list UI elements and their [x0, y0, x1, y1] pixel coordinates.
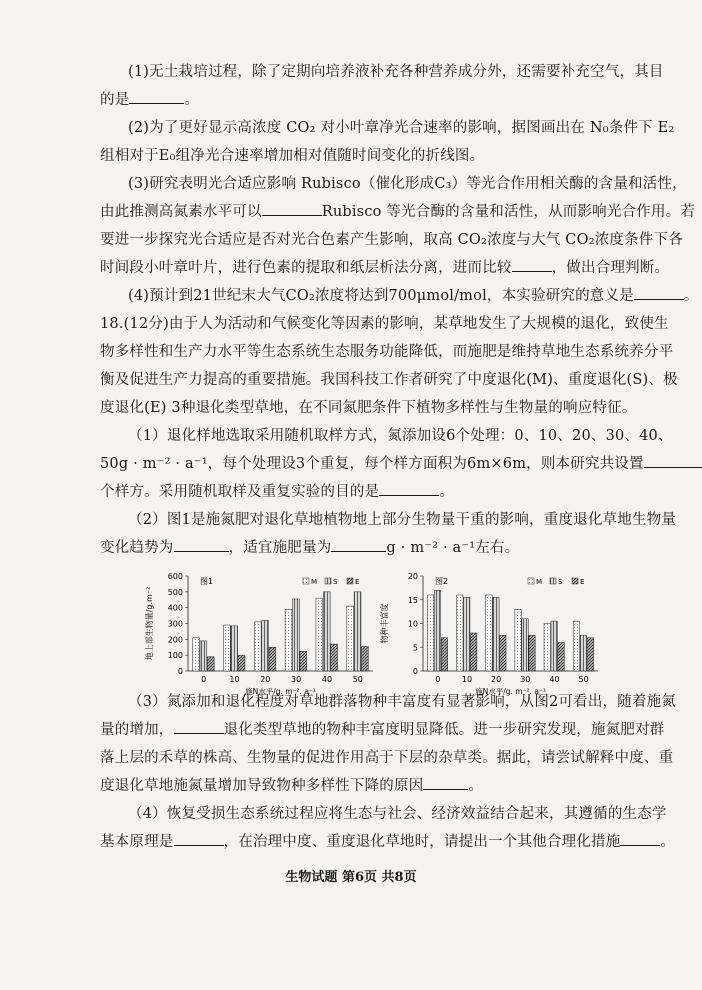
bar-S-10 — [231, 626, 238, 671]
q18-s3-line3: 落上层的禾草的株高、生物量的促进作用高于下层的杂草类。据此，请尝试解释中度、重 — [100, 750, 674, 766]
q18-s3-text-c: 度退化草地施氮量增加导致物种多样性下降的原因 — [100, 778, 424, 794]
q18-s4-text-b: ，在治理中度、重度退化草地时，请提出一个其他合理化措施 — [223, 834, 621, 850]
answer-blank — [379, 483, 439, 496]
q17-p3-line4 — [100, 256, 669, 277]
x-tick-label: 0 — [201, 675, 207, 684]
y-tick-label: 500 — [167, 587, 183, 597]
legend-swatch-E — [347, 578, 353, 584]
y-tick-label: 20 — [407, 572, 418, 581]
bar-S-30 — [292, 599, 299, 671]
x-tick-label: 40 — [321, 675, 333, 684]
bar-M-50 — [573, 621, 579, 671]
answer-blank — [129, 91, 184, 104]
x-tick-label: 20 — [260, 675, 271, 684]
q18-s3-line2 — [100, 718, 665, 739]
q18-s1-line1: （1）退化样地选取采用随机取样方式，氮添加设6个处理：0、10、20、30、40、 — [128, 428, 673, 444]
legend-swatch-M — [303, 578, 309, 584]
q18-s3-text-b: 退化类型草地的物种丰富度明显降低。进一步研究发现，施氮肥对群 — [223, 722, 665, 738]
legend-swatch-E — [572, 578, 578, 584]
answer-blank — [634, 287, 684, 300]
legend-swatch-S — [550, 578, 556, 584]
legend-label-S: S — [333, 578, 338, 586]
q17-p4-line: (4)预计到21世纪末大气CO₂浓度将达到700μmol/mol，本实验研究的意义是 。 — [128, 288, 699, 304]
q18-s2-line2 — [100, 536, 519, 557]
q17-p3-line2 — [100, 200, 695, 221]
bar-E-30 — [529, 635, 535, 671]
bar-S-30 — [522, 619, 528, 671]
bar-M-30 — [285, 609, 292, 671]
q17-p2-line2: 组相对于E₀组净光合速率增加相对值随时间变化的折线图。 — [100, 148, 485, 164]
y-tick-label: 15 — [407, 595, 418, 605]
y-tick-label: 0 — [412, 667, 418, 676]
answer-blank — [644, 455, 702, 468]
bar-E-50 — [587, 638, 593, 671]
q17-p1-line2: 的是 。 — [100, 92, 200, 108]
q18-s1-line2 — [100, 452, 702, 473]
x-tick-label: 20 — [491, 675, 502, 684]
answer-blank — [620, 833, 660, 846]
bar-M-40 — [316, 598, 323, 671]
answer-blank — [262, 203, 322, 216]
bar-S-40 — [551, 621, 557, 671]
q17-p1-line1: (1)无土栽培过程，除了定期向培养液补充各种营养成分外，还需要补充空气，其目 — [128, 64, 664, 80]
bar-M-20 — [254, 622, 261, 671]
q18-s3-line4: 度退化草地施氮量增加导致物种多样性下降的原因 。 — [100, 778, 484, 794]
bar-S-20 — [262, 620, 269, 671]
bar-M-0 — [193, 638, 200, 671]
q17-p3-text-b: Rubisco 等光合酶的含量和活性，从而影响光合作用。若 — [321, 204, 696, 220]
legend-label-E: E — [580, 578, 585, 586]
bar-S-40 — [323, 592, 330, 671]
bar-S-50 — [580, 635, 586, 671]
x-tick-label: 10 — [229, 675, 240, 684]
q18-s2-text-c: g · m⁻² · a⁻¹左右。 — [386, 540, 520, 556]
y-tick-label: 600 — [167, 572, 183, 581]
q18-intro-line1: 18.(12分)由于人为活动和气候变化等因素的影响，某草地发生了大规模的退化，致使生 — [100, 316, 669, 332]
q18-s1-line3: 个样方。采用随机取样及重复实验的目的是 。 — [100, 484, 455, 500]
bar-S-20 — [493, 597, 499, 671]
q17-p3-line1: (3)研究表明光合适应影响 Rubisco（催化形成C₃）等光合作用相关酶的含量和活性， — [128, 176, 687, 192]
x-axis-label: 施N水平/g. m⁻². a⁻¹ — [475, 687, 546, 696]
bar-E-10 — [470, 633, 476, 671]
x-axis-label: 施N水平/g. m⁻². a⁻¹ — [245, 687, 316, 696]
y-tick-label: 400 — [167, 603, 183, 613]
y-tick-label: 10 — [407, 619, 418, 629]
bar-M-50 — [347, 606, 354, 671]
q18-intro-line3: 衡及促进生产力提高的重要措施。我国科技工作者研究了中度退化(M)、重度退化(S)、极 — [100, 372, 678, 388]
q18-s2-line1: （2）图1是施氮肥对退化草地植物地上部分生物量干重的影响，重度退化草地生物量 — [128, 512, 677, 528]
q18-s4-line2: 基本原理是 ，在治理中度、重度退化草地时，请提出一个其他合理化措施 。 — [100, 834, 676, 850]
bar-E-0 — [441, 638, 447, 671]
legend-swatch-S — [325, 578, 331, 584]
x-tick-label: 10 — [461, 675, 473, 684]
y-tick-label: 200 — [167, 635, 183, 645]
q18-s2-text-b: ，适宜施肥量为 — [228, 540, 332, 556]
x-tick-label: 50 — [352, 675, 363, 684]
bar-E-10 — [238, 655, 245, 671]
y-tick-label: 300 — [167, 619, 183, 629]
bar-M-0 — [427, 595, 433, 671]
answer-blank — [512, 259, 552, 272]
legend-label-M: M — [311, 578, 318, 586]
bar-M-40 — [544, 624, 550, 672]
q18-s2-text-a: 变化趋势为 — [100, 540, 174, 556]
y-axis-label: 物种丰富度 — [380, 603, 389, 644]
figure-1-chart — [140, 566, 390, 696]
q18-intro-line2: 物多样性和生产力水平等生态系统生态服务功能降低，而施肥是维持草地生态系统养分平 — [100, 344, 674, 360]
bar-M-10 — [457, 595, 463, 671]
q18-s4-line1: （4）恢复受损生态系统过程应将生态与社会、经济效益结合起来，其遵循的生态学 — [128, 806, 667, 822]
bar-M-20 — [486, 595, 492, 671]
page-footer: 生物试题 第6页 共8页 — [285, 870, 417, 885]
x-tick-label: 40 — [549, 675, 560, 684]
bar-S-50 — [354, 592, 361, 671]
bar-S-0 — [200, 641, 207, 671]
bar-E-50 — [361, 646, 368, 671]
figure-2-chart — [375, 566, 615, 696]
q17-p3-text-a: 由此推测高氮素水平可以 — [100, 204, 262, 220]
q18-s1-text: 50g · m⁻² · a⁻¹，每个处理设3个重复，每个样方面积为6m×6m，则本研究共设置 — [100, 456, 644, 472]
chart-title: 图2 — [435, 577, 449, 586]
bar-E-20 — [269, 647, 276, 671]
q18-intro-line4: 度退化(E) 3种退化类型草地，在不同氮肥条件下植物多样性与生物量的响应特征。 — [100, 400, 637, 416]
q18-s3-line1: （3）氮添加和退化程度对草地群落物种丰富度有显著影响，从图2可看出，随着施氮 — [128, 694, 677, 710]
bar-E-40 — [331, 644, 338, 671]
bar-S-0 — [434, 590, 440, 671]
legend-label-E: E — [355, 578, 360, 586]
y-axis-label: 地上部生物量/g.m⁻² — [145, 586, 154, 661]
q18-s4-text-a: 基本原理是 — [100, 834, 174, 850]
q18-s3-text-a: 量的增加， — [100, 722, 174, 738]
y-tick-label: 100 — [167, 651, 183, 661]
bar-E-20 — [500, 635, 506, 671]
y-tick-label: 5 — [412, 643, 418, 653]
q17-p4-text: (4)预计到21世纪末大气CO₂浓度将达到700μmol/mol，本实验研究的意义是 — [128, 288, 634, 304]
bar-E-0 — [207, 657, 214, 671]
bar-S-10 — [463, 597, 469, 671]
answer-blank — [174, 721, 224, 734]
q17-p1-text: 的是 — [100, 92, 130, 108]
q17-p3-text-d: ，做出合理判断。 — [551, 260, 670, 276]
answer-blank — [174, 539, 229, 552]
x-tick-label: 30 — [291, 675, 302, 684]
answer-blank — [423, 777, 468, 790]
x-tick-label: 0 — [435, 675, 441, 684]
q17-p3-line3: 要进一步探究光合适应是否对光合色素产生影响，取高 CO₂浓度与大气 CO₂浓度条件下各 — [100, 232, 683, 248]
legend-swatch-M — [528, 578, 534, 584]
bar-M-30 — [515, 609, 521, 671]
legend-label-M: M — [536, 578, 543, 586]
q18-s1-text-b: 个样方。采用随机取样及重复实验的目的是 — [100, 484, 380, 500]
y-tick-label: 0 — [177, 667, 183, 676]
bar-E-40 — [558, 643, 564, 672]
answer-blank — [174, 833, 224, 846]
q17-p2-line1: (2)为了更好显示高浓度 CO₂ 对小叶章净光合速率的影响，据图画出在 N₀条件下 E₂ — [128, 120, 675, 136]
answer-blank — [331, 539, 386, 552]
chart-title: 图1 — [200, 577, 214, 586]
bar-M-10 — [223, 625, 230, 671]
x-tick-label: 50 — [578, 675, 589, 684]
legend-label-S: S — [558, 578, 563, 586]
bar-E-30 — [300, 651, 307, 671]
q17-p3-text-c: 时间段小叶章叶片，进行色素的提取和纸层析法分离，进而比较 — [100, 260, 512, 276]
x-tick-label: 30 — [520, 675, 531, 684]
